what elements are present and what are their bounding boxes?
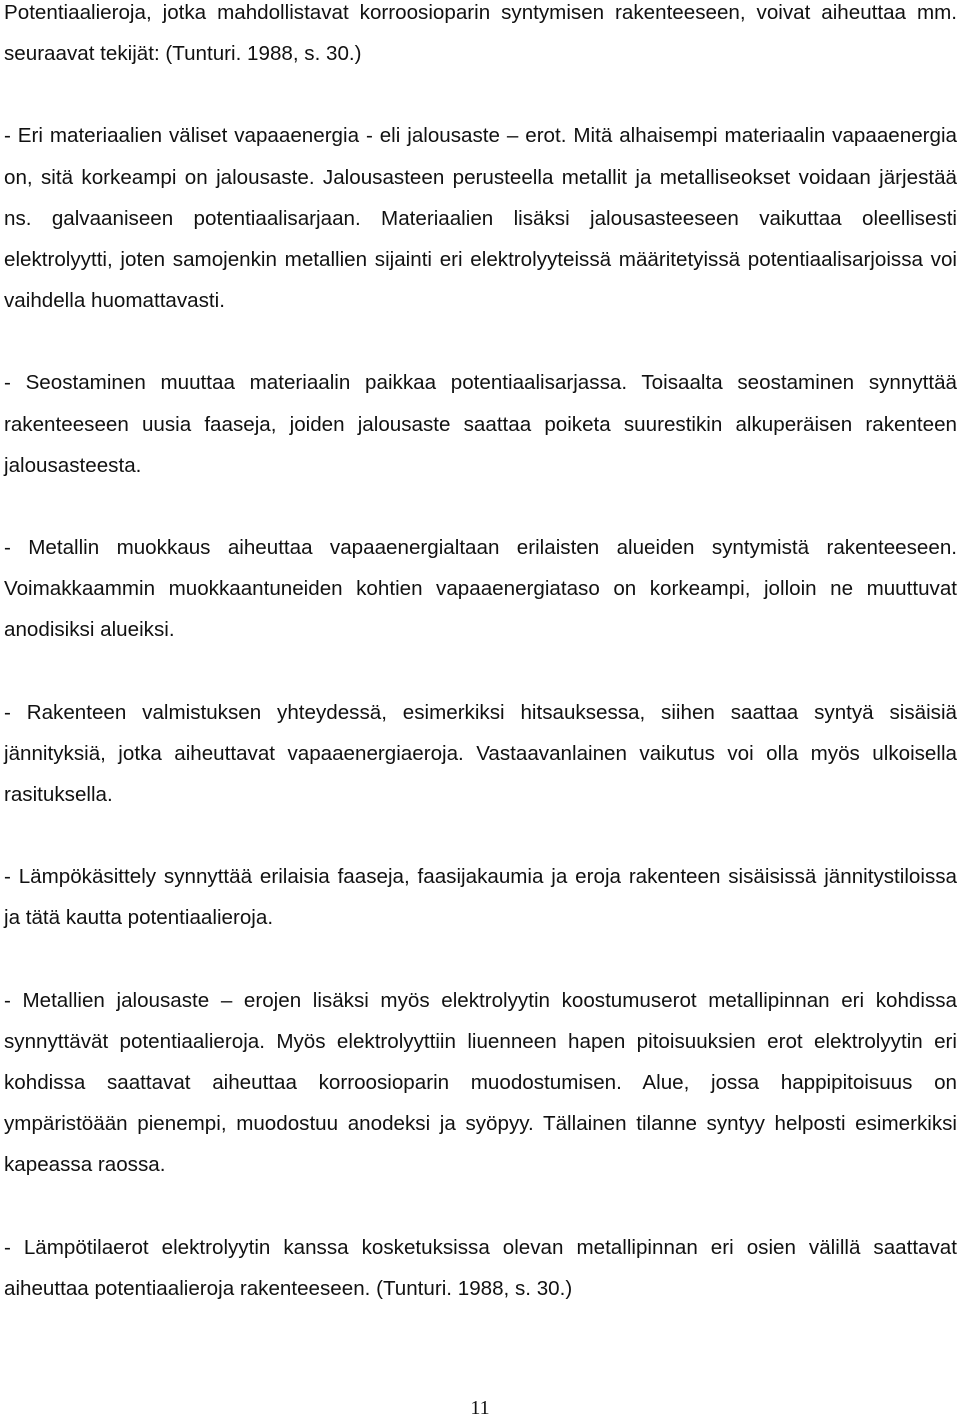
paragraph-electrolyte-composition: - Metallien jalousaste – erojen lisäksi myös elektrolyytin koostumuserot metallipinnan eri kohdissa synnyttävät potentiaalieroja. Myös elektrolyyttiin liuenneen hapen pitoisuuksien erot elektrolyytin eri kohdissa saattavat aiheuttaa korroosioparin muodostumisen. Alue, jossa happipitoisuus on ympäristöään pienempi, muodostuu anodeksi ja syöpyy. Tällainen tilanne syntyy helposti esimerkiksi kapeassa raossa. bbox=[4, 988, 957, 1177]
paragraph-material-free-energy: - Eri materiaalien väliset vapaaenergia - eli jalousaste – erot. Mitä alhaisempi materiaalin vapaaenergia on, sitä korkeampi on jalousaste. Jalousasteen perusteella metallit ja metalliseokset voidaan järjestää ns. galvaaniseen potentiaalisarjaan. Materiaalien lisäksi jalousasteeseen vaikuttaa oleellisesti elektrolyytti, joten samojenkin metallien sijainti eri elektrolyyteissä määritetyissä potentiaalisarjoissa voi vaihdella huomattavasti. bbox=[4, 124, 957, 313]
paragraph-intro: Potentiaalieroja, jotka mahdollistavat korroosioparin syntymisen rakenteeseen, voivat aiheuttaa mm. seuraavat tekijät: (Tunturi. 1988, s. 30.) bbox=[4, 1, 957, 66]
paragraph-alloying: - Seostaminen muuttaa materiaalin paikkaa potentiaalisarjassa. Toisaalta seostaminen synnyttää rakenteeseen uusia faaseja, joiden jalousaste saattaa poiketa suurestikin alkuperäisen rakenteen jalousasteesta. bbox=[4, 371, 957, 477]
paragraph-heat-treatment: - Lämpökäsittely synnyttää erilaisia faaseja, faasijakaumia ja eroja rakenteen sisäisissä jännitystiloissa ja tätä kautta potentiaalieroja. bbox=[4, 865, 957, 930]
page-number: 11 bbox=[470, 1397, 490, 1419]
paragraph-temperature-differences: - Lämpötilaerot elektrolyytin kanssa kosketuksissa olevan metallipinnan eri osien välillä saattavat aiheuttaa potentiaalieroja rakenteeseen. (Tunturi. 1988, s. 30.) bbox=[4, 1235, 957, 1300]
paragraph-cold-working: - Metallin muokkaus aiheuttaa vapaaenergialtaan erilaisten alueiden syntymistä rakenteeseen. Voimakkaammin muokkaantuneiden kohtien vapaaenergiataso on korkeampi, jolloin ne muuttuvat anodisiksi alueiksi. bbox=[4, 536, 957, 642]
paragraph-manufacturing-stress: - Rakenteen valmistuksen yhteydessä, esimerkiksi hitsauksessa, siihen saattaa syntyä sisäisiä jännityksiä, jotka aiheuttavat vapaaenergiaeroja. Vastaavanlainen vaikutus voi olla myös ulkoisella rasituksella. bbox=[4, 700, 957, 807]
